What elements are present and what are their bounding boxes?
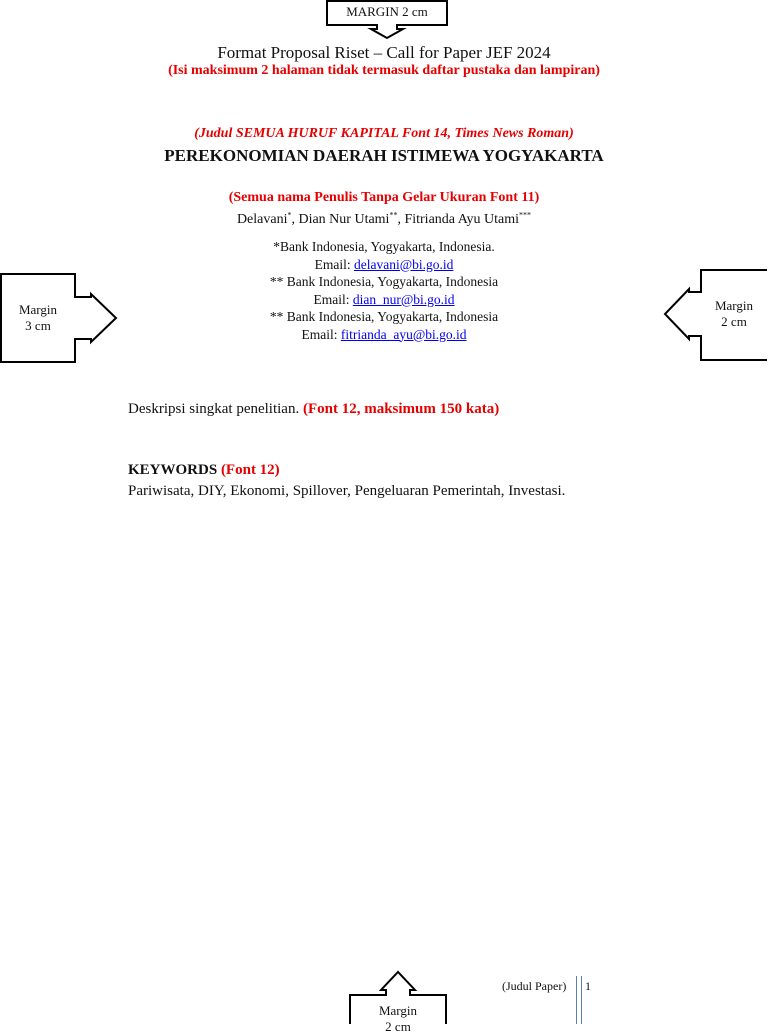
left-margin-callout bbox=[0, 272, 120, 364]
email-link[interactable]: dian_nur@bi.go.id bbox=[352, 291, 455, 307]
author-name: Fitrianda Ayu Utami bbox=[404, 212, 520, 227]
description-paragraph bbox=[128, 401, 499, 418]
top-margin-callout bbox=[326, 0, 450, 40]
authors-instruction: (Semua nama Penulis Tanpa Gelar Ukuran Font 11) bbox=[228, 190, 540, 205]
author-separator: , bbox=[291, 212, 299, 227]
affiliation-email-line bbox=[0, 256, 768, 274]
left-margin-label-line1: Margin bbox=[18, 302, 58, 317]
footer-rule bbox=[576, 976, 582, 1024]
page-limit-note: (Isi maksimum 2 halaman tidak termasuk daftar pustaka dan lampiran) bbox=[168, 63, 600, 78]
bottom-margin-label-line2: 2 cm bbox=[385, 1019, 411, 1034]
author-marker: * bbox=[287, 210, 292, 220]
right-margin-callout bbox=[663, 268, 768, 362]
page-number: 1 bbox=[585, 979, 591, 993]
description-note: (Font 12, maksimum 150 kata) bbox=[302, 401, 500, 417]
email-link[interactable]: fitrianda_ayu@bi.go.id bbox=[340, 326, 467, 342]
document-title: Format Proposal Riset – Call for Paper JEF 2024 bbox=[217, 43, 551, 62]
title-instruction: (Judul SEMUA HURUF KAPITAL Font 14, Times News Roman) bbox=[194, 126, 574, 141]
author-separator: , bbox=[397, 212, 405, 227]
affiliation-line: *Bank Indonesia, Yogyakarta, Indonesia. bbox=[273, 239, 495, 254]
keywords-note: (Font 12) bbox=[220, 462, 280, 478]
bottom-margin-label-line1: Margin bbox=[378, 1003, 418, 1018]
bottom-margin-callout bbox=[348, 970, 448, 1034]
author-name: Dian Nur Utami bbox=[298, 212, 390, 227]
email-label: Email: bbox=[314, 256, 354, 272]
left-margin-label-line2: 3 cm bbox=[25, 318, 51, 333]
keywords-list: Pariwisata, DIY, Ekonomi, Spillover, Pengeluaran Pemerintah, Investasi. bbox=[128, 483, 566, 499]
top-margin-label: MARGIN 2 cm bbox=[346, 4, 428, 19]
right-margin-label-line2: 2 cm bbox=[721, 314, 747, 329]
email-label: Email: bbox=[313, 291, 353, 307]
description-text: Deskripsi singkat penelitian. bbox=[128, 401, 300, 417]
author-name: Delavani bbox=[236, 212, 288, 227]
author-list bbox=[0, 212, 768, 228]
running-header-text: (Judul Paper) bbox=[502, 979, 567, 993]
keywords-heading bbox=[128, 462, 280, 479]
paper-title: PEREKONOMIAN DAERAH ISTIMEWA YOGYAKARTA bbox=[164, 146, 604, 165]
affiliation-line: ** Bank Indonesia, Yogyakarta, Indonesia bbox=[269, 309, 499, 324]
keywords-label: KEYWORDS bbox=[128, 462, 218, 478]
author-marker: *** bbox=[519, 210, 532, 220]
email-label: Email: bbox=[301, 326, 341, 342]
right-margin-label-line1: Margin bbox=[714, 298, 754, 313]
email-link[interactable]: delavani@bi.go.id bbox=[353, 256, 454, 272]
author-marker: ** bbox=[389, 210, 398, 220]
affiliation-line: ** Bank Indonesia, Yogyakarta, Indonesia bbox=[269, 274, 499, 289]
